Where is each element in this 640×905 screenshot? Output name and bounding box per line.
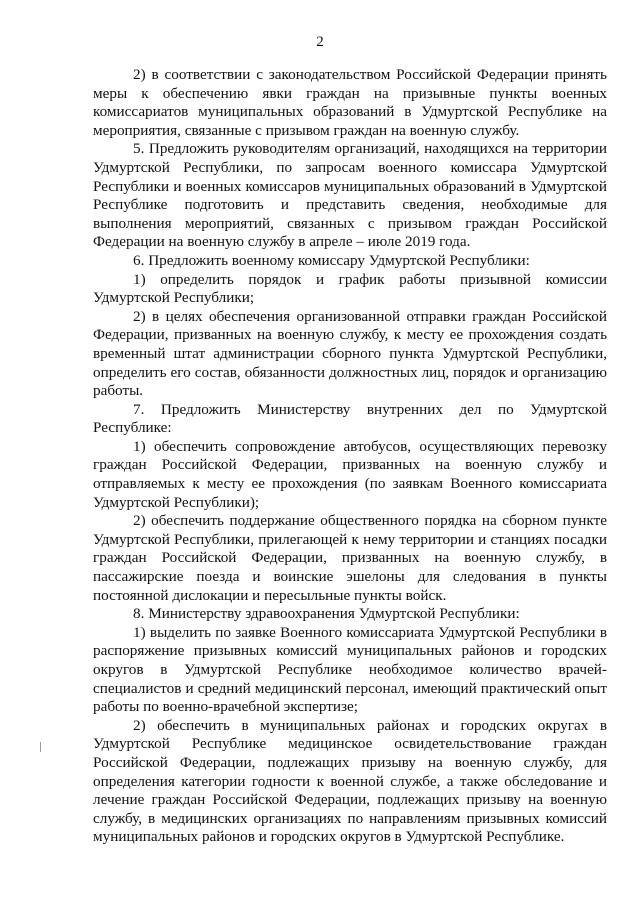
paragraph-6: 6. Предложить военному комиссару Удмуртской Республики: bbox=[133, 251, 530, 269]
scan-margin-mark bbox=[40, 742, 41, 752]
paragraph-7-1: 1) обеспечить сопровождение автобусов, осуществляющих перевозку граждан Российской Федерации, призванных на военную службу и отправляемых к месту ее прохождения (по заявкам Военного комиссариата Удмуртской Республики); bbox=[93, 437, 607, 511]
paragraph-5: 5. Предложить руководителям организаций, находящихся на территории Удмуртской Республики, по запросам военного комиссара Удмуртской Республики и военных комиссаров муниципальных образований в Удмуртской Республике подготовить и представить сведения, необходимые для выполнения мероприятий, связанных с призывом граждан Российской Федерации на военную службу в апреле – июле 2019 года. bbox=[93, 140, 607, 251]
document-body bbox=[93, 66, 607, 847]
page-number: 2 bbox=[316, 34, 324, 50]
paragraph-8: 8. Министерству здравоохранения Удмуртской Республики: bbox=[133, 605, 520, 623]
paragraph-4-2: 2) в соответствии с законодательством Российской Федерации принять меры к обеспечению явки граждан на призывные пункты военных комиссариатов муниципальных образований в Удмуртской Республике на мероприятия, связанные с призывом граждан на военную службу. bbox=[93, 66, 607, 139]
paragraph-8-1: 1) выделить по заявке Военного комиссариата Удмуртской Республики в распоряжение призывных комиссий муниципальных районов и городских округов в Удмуртской Республике необходимое количество врачей-специалистов и средний медицинский персонал, имеющий практический опыт работы по военно-врачебной экспертизе; bbox=[93, 623, 607, 716]
paragraph-6-2: 2) в целях обеспечения организованной отправки граждан Российской Федерации, призванных на военную службу, к месту ее прохождения создать временный штат администрации сборного пункта Удмуртской Республики, определить его состав, обязанности должностных лиц, порядок и организацию работы. bbox=[93, 307, 607, 400]
paragraph-7-2: 2) обеспечить поддержание общественного порядка на сборном пункте Удмуртской Республики, прилегающей к нему территории и станциях посадки граждан Российской Федерации, призванных на военную службу, в пассажирские поезда и воинские эшелоны для следования в пункты постоянной дислокации и пересыльные пункты войск. bbox=[93, 512, 607, 604]
paragraph-7: 7. Предложить Министерству внутренних дел по Удмуртской Республике: bbox=[93, 400, 607, 437]
paragraph-8-2: 2) обеспечить в муниципальных районах и городских округах в Удмуртской Республике медицинское освидетельствование граждан Российской Федерации, подлежащих призыву на военную службу, для определения категории годности к военной службе, а также обследование и лечение граждан Российской Федерации, подлежащих призыву на военную службу, в медицинских организациях по направлениям призывных комиссий муниципальных районов и городских округов в Удмуртской Республике. bbox=[93, 716, 607, 846]
paragraph-6-1: 1) определить порядок и график работы призывной комиссии Удмуртской Республики; bbox=[93, 270, 607, 307]
